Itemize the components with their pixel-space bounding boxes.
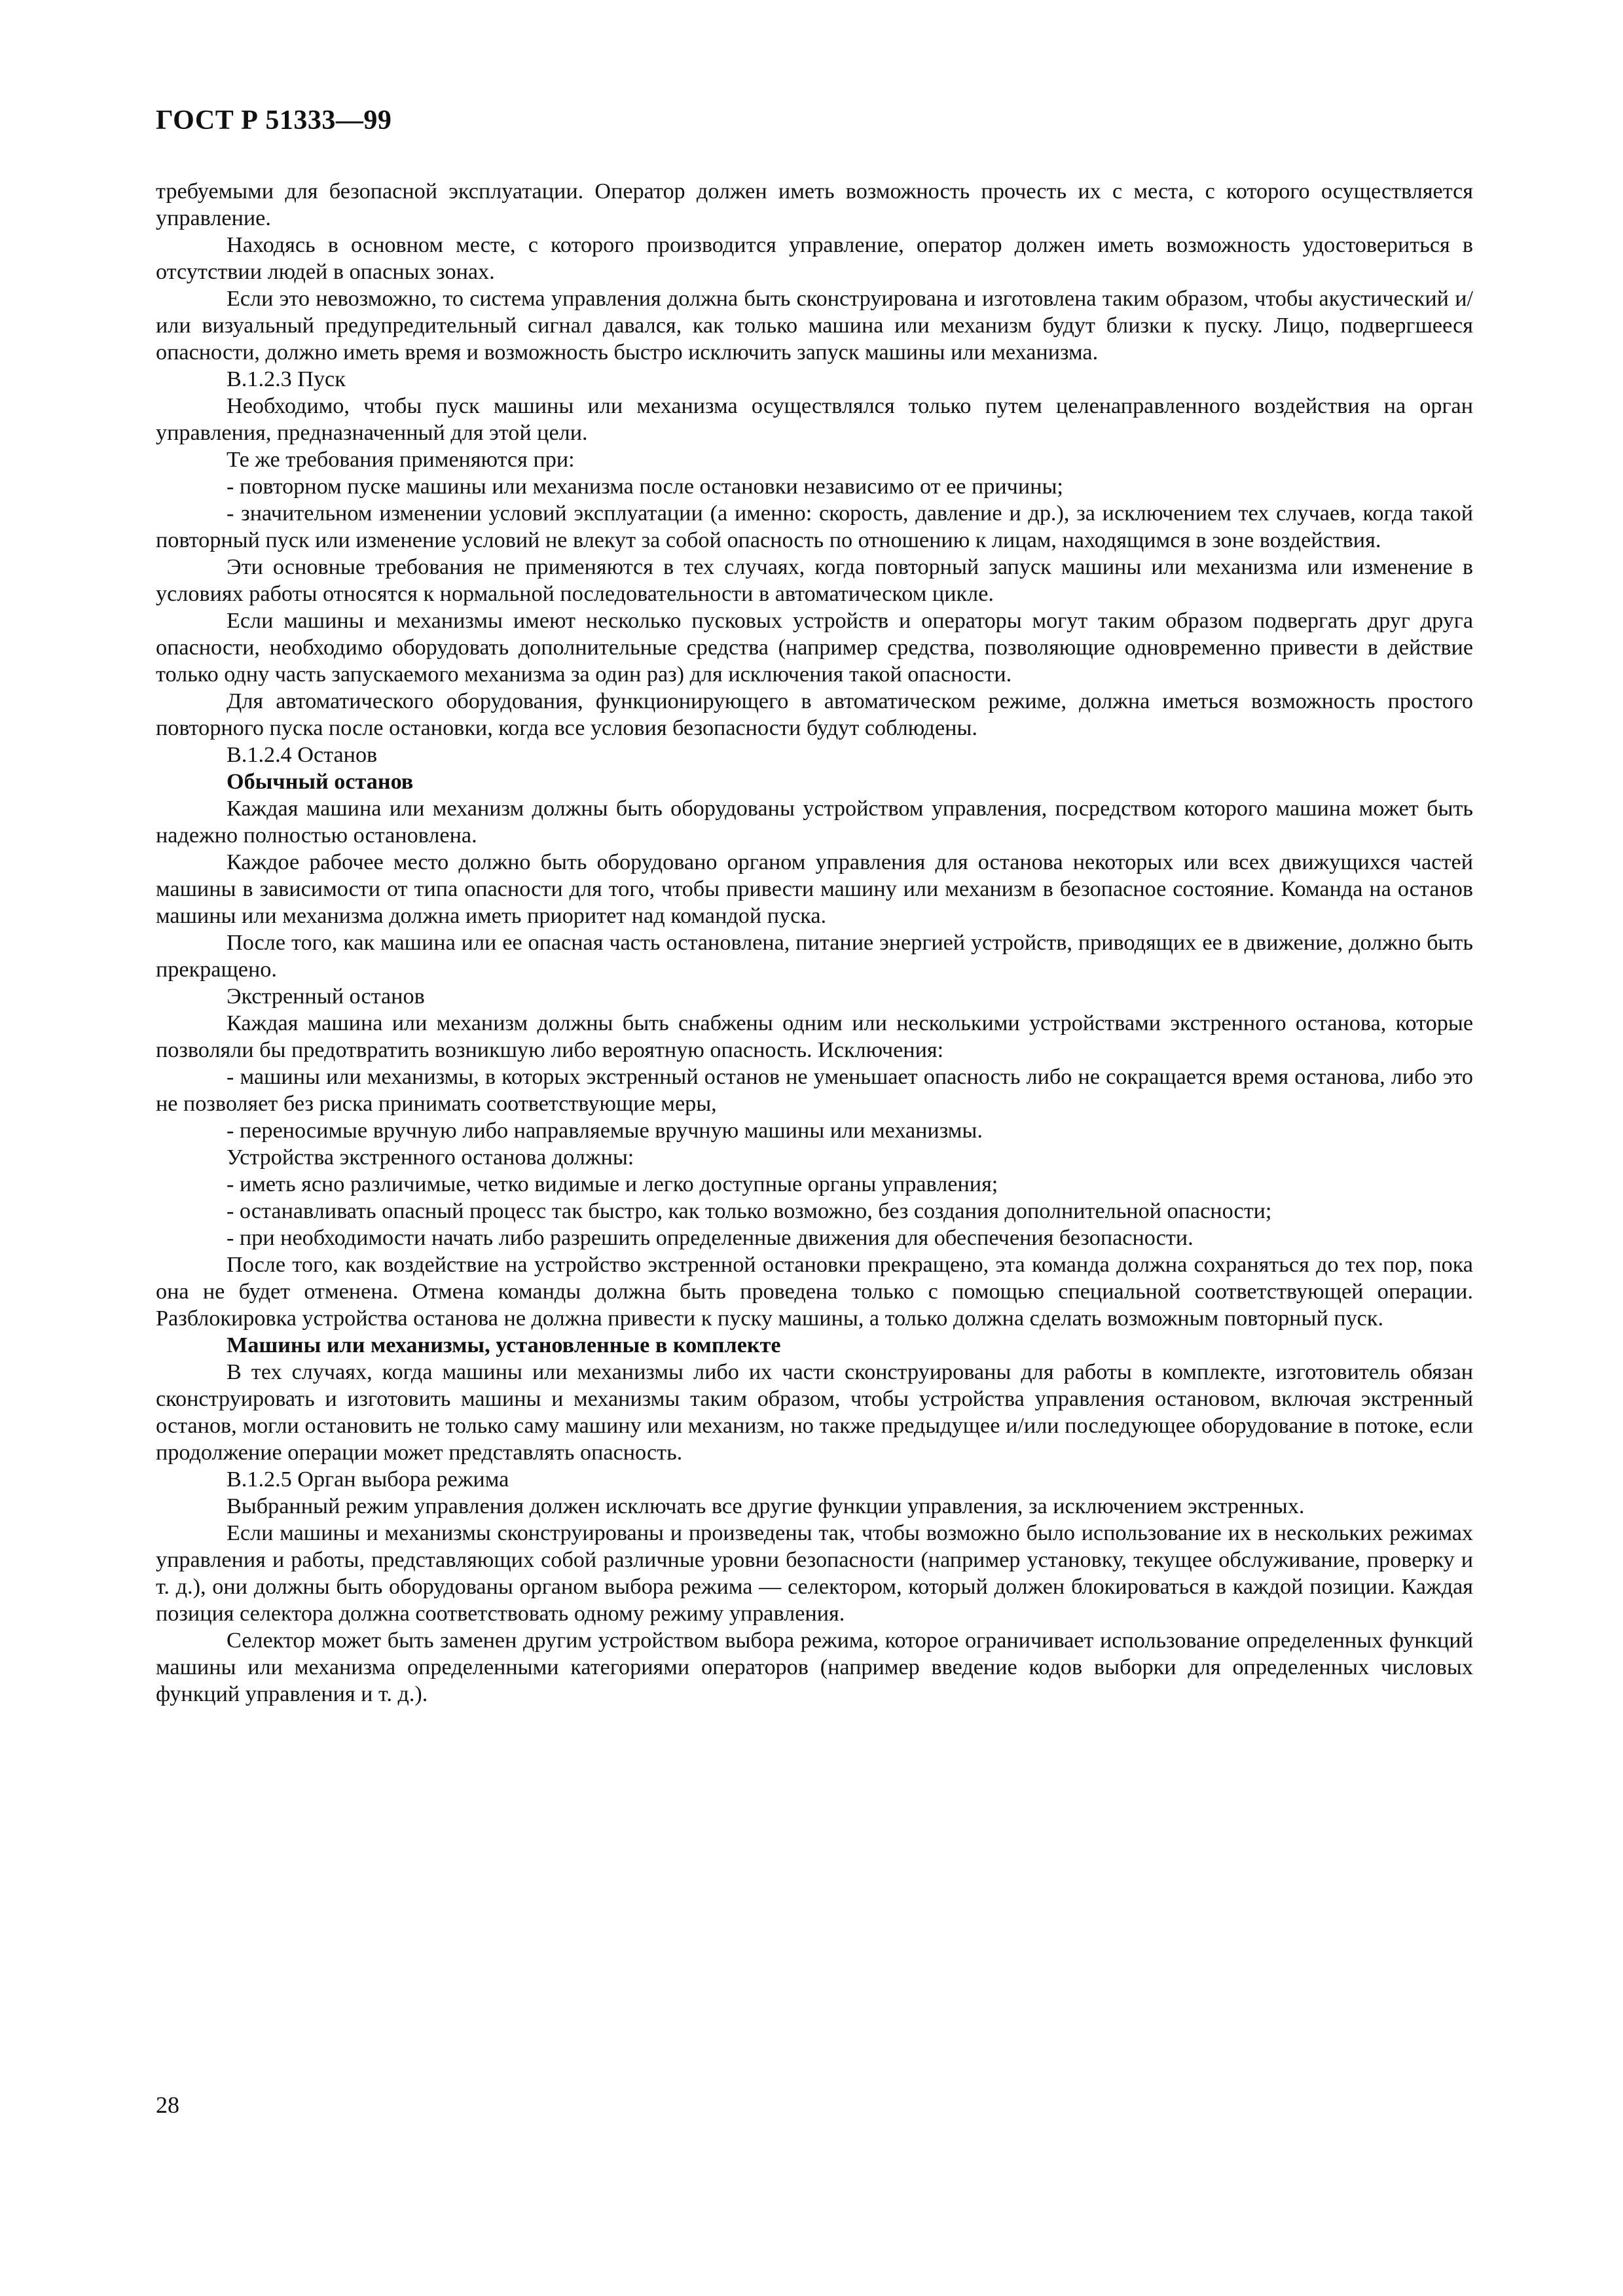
paragraph: В тех случаях, когда машины или механизмы либо их части сконструированы для работы в комплекте, изготовитель обязан сконструировать и изготовить машины и механизмы таким образом, чтобы устройства управления остановом, включая экстренный останов, могли остановить не только саму машину или механизм, но также предыдущее и/или последующее оборудование в потоке, если продолжение операции может представлять опасность. <box>156 1360 1473 1465</box>
paragraph: Селектор может быть заменен другим устройством выбора режима, которое ограничивает использование определенных функций машины или механизма определенными категориями операторов (например введение кодов выборки для определенных числовых функций управления и т. д.). <box>156 1628 1473 1706</box>
paragraph: Экстренный останов <box>227 984 425 1009</box>
paragraph: - переносимые вручную либо направляемые вручную машины или механизмы. <box>227 1119 983 1143</box>
paragraph: Если это невозможно, то система управления должна быть сконструирована и изготовлена таким образом, чтобы акустический и/или визуальный предупредительный сигнал давался, как только машина или механизм будут близки к пуску. Лицо, подвергшееся опасности, должно иметь время и возможность быстро исключить запуск машины или механизма. <box>156 287 1473 365</box>
paragraph: Если машины и механизмы имеют несколько пусковых устройств и операторы могут таким образом подвергать друг друга опасности, необходимо оборудовать дополнительные средства (например средства, позволяющие одновременно привести в действие только одну часть запускаемого механизма за один раз) для исключения такой опасности. <box>156 609 1473 687</box>
paragraph: - повторном пуске машины или механизма после остановки независимо от ее причины; <box>227 475 1063 499</box>
paragraph: - значительном изменении условий эксплуатации (а именно: скорость, давление и др.), за исключением тех случаев, когда такой повторный пуск или изменение условий не влекут за собой опасность по отношению к лицам, находящимся в зоне воздействия. <box>156 501 1473 552</box>
document-body <box>156 178 1473 1708</box>
paragraph: Выбранный режим управления должен исключать все другие функции управления, за исключением экстренных. <box>227 1494 1305 1518</box>
paragraph: требуемыми для безопасной эксплуатации. Оператор должен иметь возможность прочесть их с места, с которого осуществляется управление. <box>156 179 1473 230</box>
page-number: 28 <box>156 2092 179 2118</box>
paragraph: - останавливать опасный процесс так быстро, как только возможно, без создания дополнительной опасности; <box>227 1199 1272 1223</box>
paragraph: - иметь ясно различимые, четко видимые и легко доступные органы управления; <box>227 1172 998 1196</box>
paragraph: - при необходимости начать либо разрешить определенные движения для обеспечения безопасности. <box>227 1226 1194 1250</box>
paragraph: - машины или механизмы, в которых экстренный останов не уменьшает опасность либо не сокращается время останова, либо это не позволяет без риска принимать соответствующие меры, <box>156 1065 1473 1116</box>
paragraph: Каждое рабочее место должно быть оборудовано органом управления для останова некоторых или всех движущихся частей машины в зависимости от типа опасности для того, чтобы привести машину или механизм в безопасное состояние. Команда на останов машины или механизма должна иметь приоритет над командой пуска. <box>156 850 1473 928</box>
paragraph: Устройства экстренного останова должны: <box>227 1145 634 1170</box>
paragraph: Каждая машина или механизм должны быть снабжены одним или несколькими устройствами экстренного останова, которые позволяли бы предотвратить возникшую либо вероятную опасность. Исключения: <box>156 1011 1473 1062</box>
section-heading: Обычный останов <box>227 770 414 794</box>
paragraph: Необходимо, чтобы пуск машины или механизма осуществлялся только путем целенаправленного воздействия на орган управления, предназначенный для этой цели. <box>156 394 1473 445</box>
paragraph: Если машины и механизмы сконструированы и произведены так, чтобы возможно было использование их в нескольких режимах управления и работы, представляющих собой различные уровни безопасности (например установку, текущее обслуживание, проверку и т. д.), они должны быть оборудованы органом выбора режима — селектором, который должен блокироваться в каждой позиции. Каждая позиция селектора должна соответствовать одному режиму управления. <box>156 1521 1473 1626</box>
paragraph: Эти основные требования не применяются в тех случаях, когда повторный запуск машины или механизма или изменение в условиях работы относятся к нормальной последовательности в автоматическом цикле. <box>156 555 1473 606</box>
paragraph: После того, как воздействие на устройство экстренной остановки прекращено, эта команда должна сохраняться до тех пор, пока она не будет отменена. Отмена команды должна быть проведена только с помощью специальной соответствующей операции. Разблокировка устройства останова не должна привести к пуску машины, а только должна сделать возможным повторный пуск. <box>156 1253 1473 1331</box>
paragraph: В.1.2.4 Останов <box>227 743 378 767</box>
paragraph: Те же требования применяются при: <box>227 448 575 472</box>
paragraph: Находясь в основном месте, с которого производится управление, оператор должен иметь возможность удостовериться в отсутствии людей в опасных зонах. <box>156 233 1473 284</box>
paragraph: В.1.2.5 Орган выбора режима <box>227 1467 509 1492</box>
section-heading: Машины или механизмы, установленные в комплекте <box>227 1333 781 1357</box>
paragraph: После того, как машина или ее опасная часть остановлена, питание энергией устройств, приводящих ее в движение, должно быть прекращено. <box>156 931 1473 982</box>
document-header-code: ГОСТ Р 51333—99 <box>156 105 392 135</box>
paragraph: Каждая машина или механизм должны быть оборудованы устройством управления, посредством которого машина может быть надежно полностью остановлена. <box>156 797 1473 848</box>
paragraph: В.1.2.3 Пуск <box>227 367 346 391</box>
paragraph: Для автоматического оборудования, функционирующего в автоматическом режиме, должна иметься возможность простого повторного пуска после остановки, когда все условия безопасности будут соблюдены. <box>156 689 1473 740</box>
